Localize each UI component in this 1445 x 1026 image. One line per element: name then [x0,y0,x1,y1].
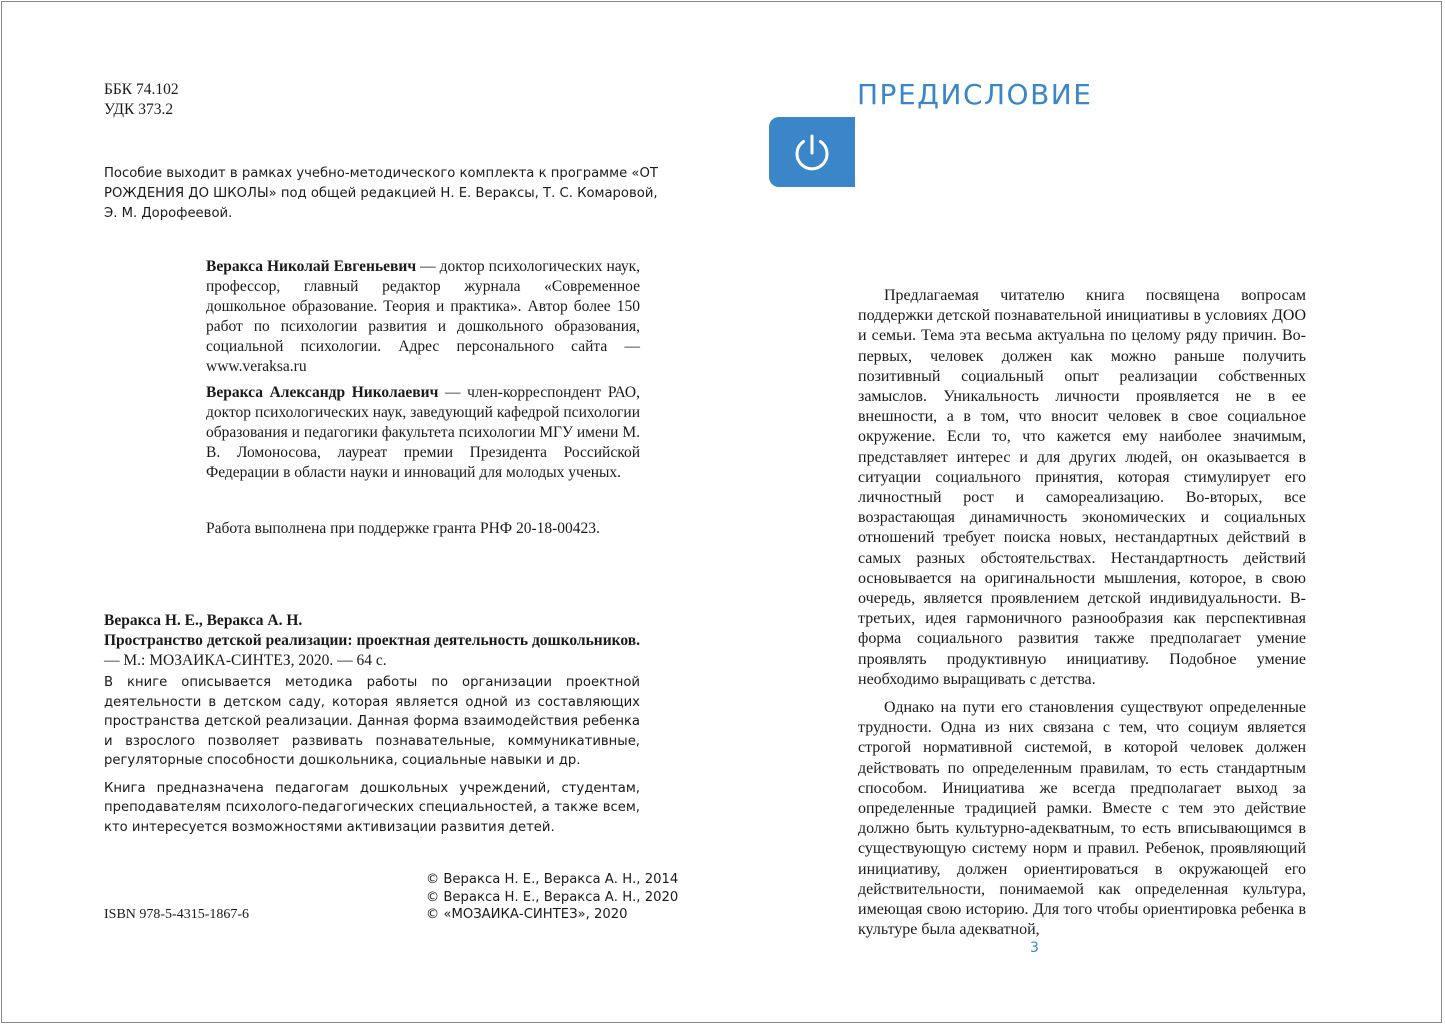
bibliographic-record [104,611,640,671]
author-name: Веракса Николай Евгеньевич [206,258,417,275]
copyright-line: © Веракса Н. Е., Веракса А. Н., 2020 [426,889,679,905]
preface-paragraph: Однако на пути его становления существуют определенные трудности. Одна из них связана с тем, что социум является строгой нормативной системой, в которой человек должен действовать по определенным правилам, то есть стандартным способом. Инициатива же всегда предполагает выход за определенные традицией рамки. Вместе с тем это действие должно быть культурно-адекватным, то есть вписывающимся в существующую систему норм и правил. Ребенок, проявляющий инициативу, должен ориентироваться в окружающей его действительности, понимаемой как определенная культура, имеющая свою историю. Для того чтобы ориентировка ребенка в культуре была адекватной, [858,699,1306,939]
annotation [104,673,640,845]
copyright-line: © Веракса Н. Е., Веракса А. Н., 2014 [426,872,679,887]
isbn: ISBN 978-5-4315-1867-6 [104,907,250,922]
author-name: Веракса Александр Николаевич [206,384,439,401]
udk-code: УДК 373.2 [104,101,174,118]
biblio-imprint: — М.: МОЗАИКА-СИНТЕЗ, 2020. — 64 с. [104,652,387,669]
authors-info [206,257,640,489]
author-description: — доктор психологических наук, профессор, главный редактор журнала «Современное дошкольное образование. Теория и практика». Автор более 150 работ по психологии развития и дошкольного образования, социальной психологии. Адрес персонального сайта — www.veraksa.ru [206,258,641,375]
biblio-authors: Веракса Н. Е., Веракса А. Н. [104,612,303,629]
preface-text [858,286,1306,941]
copyright-line: © «МОЗАИКА-СИНТЕЗ», 2020 [426,907,628,922]
grant-note: Работа выполнена при поддержке гранта РНФ 20-18-00423. [206,520,600,537]
annotation-paragraph: Книга предназначена педагогам дошкольных учреждений, студентам, преподавателям психолого-педагогических специальностей, а также всем, кто интересуется возможностями активизации развития детей. [104,780,640,835]
copyright-block [426,871,678,924]
chapter-title: ПРЕДИСЛОВИЕ [857,78,1093,111]
chapter-icon-box [769,117,855,187]
author-bio-2 [206,383,640,483]
annotation-paragraph: В книге описывается методика работы по организации проектной деятельности в детском саду, которая является одной из составляющих пространства детской реализации. Данная форма взаимодействия ребенка и взрослого позволяет развивать познавательные, коммуникативные, регуляторные способности дошкольника, социальные навыки и др. [104,675,640,768]
classification-codes [104,80,179,120]
biblio-title: Пространство детской реализации: проектная деятельность дошкольников. [104,632,640,649]
page-number: 3 [1030,940,1039,956]
author-description: — член-корреспондент РАО, доктор психологических наук, заведующий кафедрой психологии образования и педагогики факультета психологии МГУ имени М. В. Ломоносова, лауреат премии Президента Российской Федерации в области науки и инноваций для молодых ученых. [206,384,640,481]
author-bio-1 [206,257,640,377]
preface-paragraph: Предлагаемая читателю книга посвящена вопросам поддержки детской познавательной инициативы в условиях ДОО и семьи. Тема эта весьма актуальна по целому ряду причин. Во-первых, человек должен как можно раньше получить позитивный социальный опыт реализации собственных замыслов. Уникальность личности проявляется не в ее внешности, а в том, что вносит человек в свое социальное окружение. Если то, что кажется ему наиболее значимым, представляет интерес и для других людей, он оказывается в ситуации социального принятия, которая стимулирует его личностный рост и самореализацию. Во-вторых, все возрастающая динамичность экономических и социальных отношений требует поиска новых, нестандартных действий в самых разных обстоятельствах. Нестандартность действий основывается на оригинальности мышления, которое, в свою очередь, является проявлением детской индивидуальности. В-третьих, идея гармоничного разнообразия как перспективная форма социального развития также предполагает умение проявлять продуктивную инициативу. Подобное умение необходимо выращивать с детства. [858,287,1306,688]
series-note: Пособие выходит в рамках учебно-методического комплекта к программе «ОТ РОЖДЕНИЯ ДО ШКОЛЫ» под общей редакцией Н. Е. Вераксы, Т. С. Комаровой, Э. М. Дорофеевой. [104,166,658,221]
bbk-code: ББК 74.102 [104,81,179,98]
